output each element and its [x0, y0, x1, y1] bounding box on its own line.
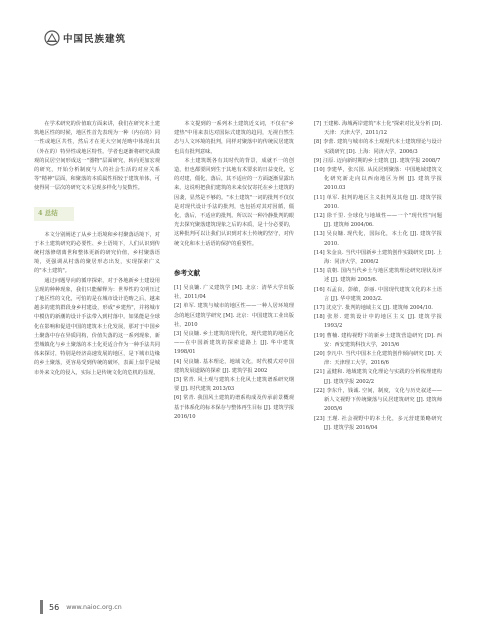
page-footer: [40, 600, 122, 614]
references-title: 参考文献: [174, 268, 200, 277]
section-heading-conclusion: [34, 207, 74, 221]
text-column-middle: [174, 120, 294, 422]
reference-item: [18] 张彤. 建筑设计中的地区主义 [J]. 建筑学报 1993/2: [314, 314, 442, 330]
reference-item: [20] 李凡中. 当代中国本土化建筑创作倾向研究 [D]. 天津：天津理工大学，2016/6: [314, 351, 442, 367]
reference-item: [12] 徐千里. 全球化与地域性——一个"现代性"问题 [J]. 建筑师 2004/06.: [314, 213, 442, 229]
reference-item: [1] 吴良镛. 广义建筑学 [M]. 北京：清华大学出版社，2011/04: [174, 285, 294, 301]
reference-item: [14] 朱金良. 当代中国新乡土建筑创作实践研究 [D]. 上海：同济大学，2006/2: [314, 249, 442, 266]
reference-item: [3] 吴良镛. 乡土建筑的现代化，现代建筑的地区化——在中国新建筑的探索道路上 [J]. 华中建筑 1998/01: [174, 331, 294, 356]
reference-item: [11] 单军. 批判的地区主义批判及其他 [J]. 建筑学报 2010.: [314, 194, 442, 210]
reference-item: [16] 石孟良，彭敏，彭丽. 中国现代建筑文化的本土语言 [J]. 华中建筑 2003/2.: [314, 286, 442, 302]
journal-header: [44, 30, 126, 46]
reference-item: [22] 李东升，钱诚. 空间，制度，文化与历史叙述——新人文视野下传统聚落与民居建筑研究 [J]. 建筑师 2005/6: [314, 387, 442, 413]
reference-item: [21] 孟健和. 地域建筑文化理论与实践的分析梳理建构 [J]. 建筑学报 2002/2: [314, 369, 442, 385]
reference-item: [7] 王建彬. 海城两岸建筑"本土化"探索对比及分析 [D]. 天津：天津大学，2011/12: [314, 121, 442, 137]
reference-item: [5] 常青. 风土观与建筑本土化风土建筑谱系研究纲要 [J]. 时代建筑 2013/03: [174, 377, 294, 393]
reference-item: [23] 王瑾. 社会视野中的本土化，多元营建策略研究 [J]. 建筑学报 2016/04: [314, 415, 442, 431]
paragraph: 在学术研究的价值取方面来讲，我们在研究本土建筑地区性的时候，地区性首先表现为一种（内在的）同一性或地区共性，然后才在更大空间范畴中体现出其（外在的）特异性或地区特性。学者也逐渐将研究从微观的民居空间形成这一"器物"层面研究，转向更加宏观的研究，开始分析制度与人的社会生活的对应关系等"精神"层面，和聚落的本质属性相较于建筑单体，可使得同一层次的研究文本呈现多样化与复数性。: [34, 121, 160, 192]
reference-item: [4] 吴良镛. 基本理论，地域文化，时代模式对中国建筑发展道路的探索 [J]. 建筑学报 2002: [174, 358, 294, 374]
text-column-left: [34, 120, 160, 378]
footer-divider: [40, 600, 43, 614]
journal-logo-icon: [44, 30, 60, 46]
reference-item: [17] 沈克宁. 批判的地域主义 [J]. 建筑师 2004/10.: [314, 305, 433, 312]
section-title: 4 总结: [38, 209, 58, 218]
reference-item: [10] 李建华，张兴国. 从民居到聚落：中国地域建筑文化研究新走向以西南地区为例 [J]. 建筑学报 2010.03: [314, 167, 442, 192]
footer-url: www.naioc.org.cn: [66, 603, 122, 611]
text-column-right: [314, 120, 442, 433]
reference-item: [2] 单军. 建筑与城市的地区性——一种人居环境理念的地区建筑学研究 [M]. 北京：中国建筑工业出版社，2010: [174, 303, 294, 328]
paragraph: 本文分别阐述了从乡土语境和乡村聚落话境下，对于本土建筑研究的必要性、乡土语境下，人们认识到传统村落修缮离世和整体更新的研究价值，乡村聚落语境，更强调从村落的聚居形态出发，实现探索广义的"本土建筑"。: [34, 231, 160, 275]
paragraph: 本文提到的一系列本土建筑近义词，不仅在"乡建热"中用来表达对国际式建筑的趋同，无视自然生态与人文环境的批判，同样对聚落中的传统民居建筑也具有批判意味。: [174, 121, 294, 155]
journal-title: 中国民族建筑: [63, 34, 127, 45]
reference-item: [13] 吴良镛. 现代化，国际化，本土化 [J]. 建筑学报 2010.: [314, 231, 442, 247]
reference-item: [9] 汪原. 迈向新时期的乡土建筑 [J]. 建筑学报 2008/7: [314, 157, 441, 164]
paragraph: 通过问题导向的循序探索，对于各地新乡土建设用呈现的种种现象，我们只能解释为：世界性的文明压过了地区性的文化，可怕的是在城市设计范畴之后，越来越多的建筑群段身乡村建设，形成"乡建热"，并将城市中模仿的新潮的设计手法带入到村落中。如果能是全球化在影响和促进中国的建筑本土化发展，那对于中国乡土聚落中存在异质同构，价值失落的这一系列现象，新型城镇化与乡土聚落的本土化更适合作为一种手法共同体来探讨，特别是经济高速发展的地区，是下城市边缘的乡土聚落，更容易受到传统的破坏，表面上似乎是城市外来文化的侵入，实际上是传统文化的危机的显现。: [34, 277, 160, 376]
page-number: 56: [49, 602, 60, 612]
reference-item: [15] 袁朝. 国内当代乡土与地区建筑理论研究现状及评述 [J]. 建筑师 2005/6.: [314, 268, 442, 284]
reference-item: [19] 曹楠. 建构视野下的新乡土建筑营造研究 [D]. 西安：西安建筑科技大学，2015/6: [314, 332, 442, 348]
reference-item: [6] 常青. 我国风土建筑的谱系构成及传承前景概观基于体系化的标本保存与整体再生目标 [J]. 建筑学报 2016/10: [174, 395, 295, 420]
reference-item: [8] 李蕾. 建筑与城市的本土观现代本土建筑理论与设计实践研究 [D]. 上海：同济大学，2006/3: [314, 139, 442, 155]
paragraph: 本土建筑既各有其时代的背景，成就不一的创造，但也都要回到生于其地有术要求的日益变化，它的对建，僵化，落后，其不适应的一方面逐渐显露出来，这说明把我们建筑的未来仅仅寄托在乡土建筑的因袭，显然是不够的。"本土建筑"一词的批判不仅仅是对现代设计手法的批判，也包括对其对因循，僵化，落后，不适应的批判。所以以一种冷静批判的眼光去探究聚落建筑现象之后的本质，是十分必要的，这种批判可以让我们认识到对本土传统的坚守，对传统文化和本土话语的保护的重要性。: [174, 157, 294, 247]
